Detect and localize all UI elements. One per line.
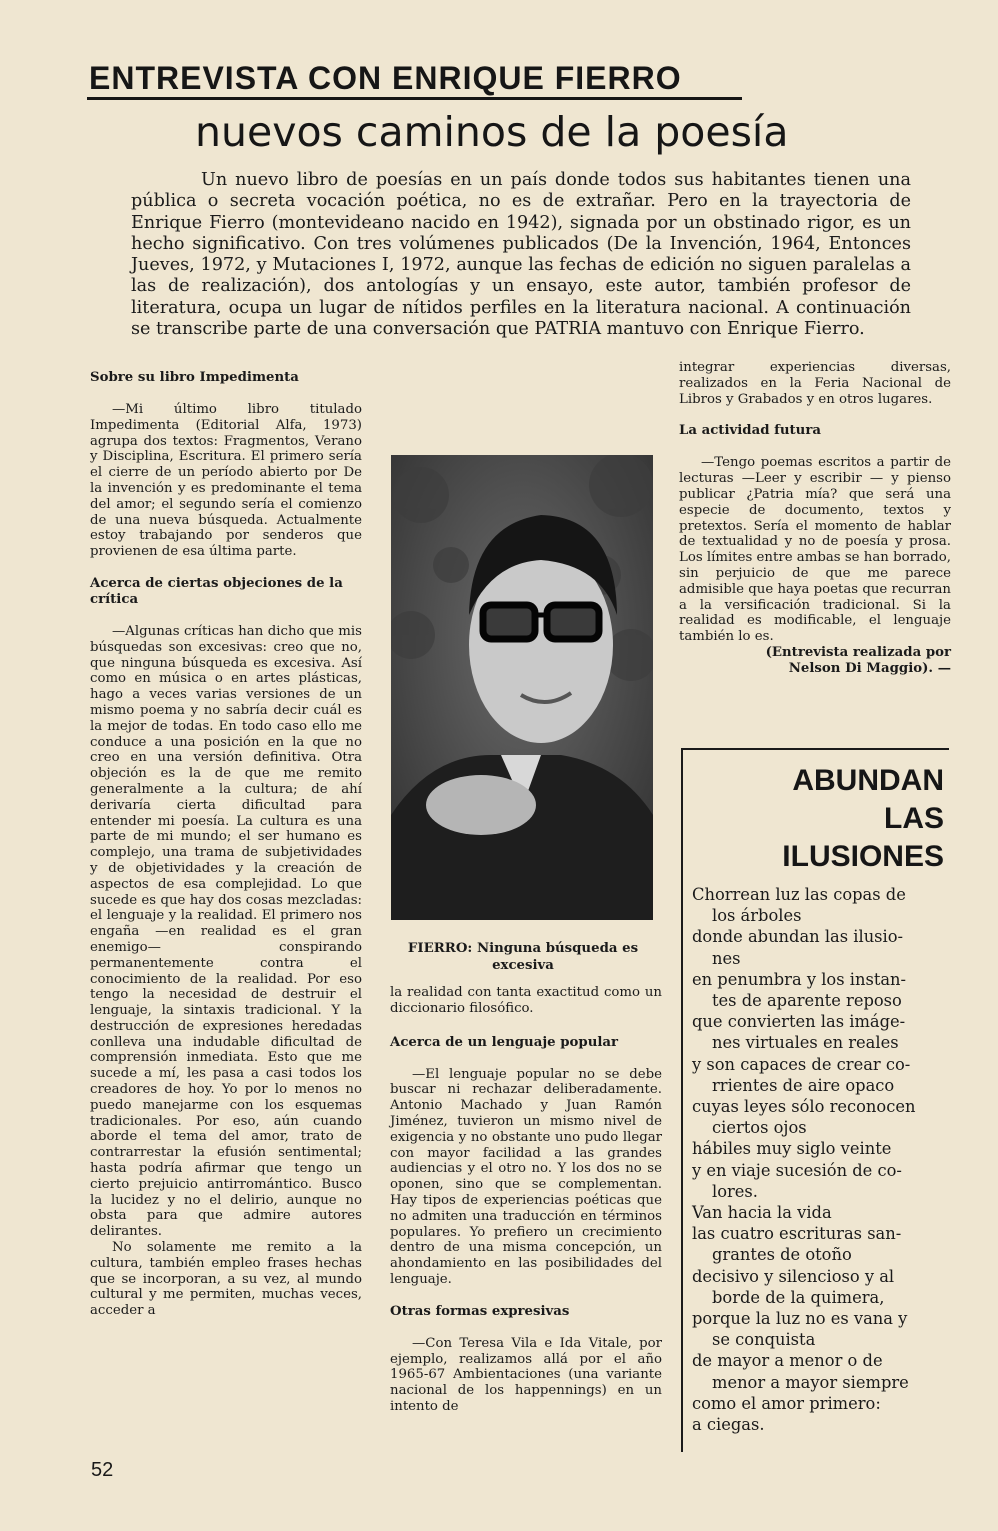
section-heading-otras: Otras formas expresivas xyxy=(390,1303,570,1319)
poem-title-line: LAS xyxy=(884,802,944,835)
column-right xyxy=(679,360,951,677)
section-text-otras: —Con Teresa Vila e Ida Vitale, por ejemplo, realizamos allá por el año 1965-67 Ambientaciones (una variante nacional de los happennings) en un intento de xyxy=(390,1335,662,1414)
poem-line: y son capaces de crear co- xyxy=(692,1054,911,1074)
interview-credit: (Entrevista realizada por Nelson Di Maggio). — xyxy=(765,644,951,676)
section-heading-futura: La actividad futura xyxy=(679,423,821,439)
poem-line: ciertos ojos xyxy=(712,1118,807,1138)
poem-line: los árboles xyxy=(712,906,802,926)
poem-line: nes virtuales en reales xyxy=(712,1033,899,1053)
photo-caption: FIERRO: Ninguna búsqueda es excesiva xyxy=(407,941,639,973)
poem-line: donde abundan las ilusio- xyxy=(692,927,904,947)
poem-line: Van hacia la vida xyxy=(692,1203,832,1223)
poem-line: decisivo y silencioso y al xyxy=(692,1266,895,1286)
headline: nuevos caminos de la poesía xyxy=(195,108,789,156)
poem-line: porque la luz no es vana y xyxy=(692,1309,908,1329)
poem-line: grantes de otoño xyxy=(712,1245,852,1265)
section-text-otras-continued: integrar experiencias diversas, realizados en la Feria Nacional de Libros y Grabados y en otros lugares. xyxy=(679,360,951,407)
kicker-rule xyxy=(87,97,742,100)
column-middle xyxy=(390,985,662,1415)
poem-line: Chorrean luz las copas de xyxy=(692,885,906,904)
poem-line: como el amor primero: xyxy=(692,1393,881,1413)
poem-line: que convierten las imáge- xyxy=(692,1012,906,1032)
section-text-critica-2: No solamente me remito a la cultura, también empleo frases hechas que se incorporan, a su vez, al mundo cultural y me permiten, muchas veces, acceder a xyxy=(90,1240,362,1319)
column-left xyxy=(90,370,362,1319)
section-text-futura: —Tengo poemas escritos a partir de lecturas —Leer y escribir — y pienso publicar ¿Patria mía? que será una especie de documento, textos y pretextos. Sería el momento de hablar de textualidad y no de poesía y prosa. Los límites entre ambas se han borrado, sin perjuicio de que me parece admisible que haya poetas que recurran a la versificación tradicional. Si la realidad es modificable, el lenguaje también lo es. xyxy=(679,455,951,645)
poem-line: nes xyxy=(712,948,741,968)
poem-line: lores. xyxy=(712,1181,758,1201)
kicker-title: ENTREVISTA CON ENRIQUE FIERRO xyxy=(89,60,682,96)
poem-title xyxy=(744,762,944,876)
intro-paragraph: Un nuevo libro de poesías en un país donde todos sus habitantes tienen una pública o secreta vocación poética, no es de extrañar. Pero en la trayectoria de Enrique Fierro (montevideano nacido en 1942), signada por un obstinado rigor, es un hecho significativo. Con tres volúmenes publicados (De la Invención, 1964, Entonces Jueves, 1972, y Mutaciones I, 1972, aunque las fechas de edición no siguen paralelas a las de realización), dos antologías y un ensayo, este autor, también profesor de literatura, ocupa un lugar de nítidos perfiles en la literatura nacional. A continuación se transcribe parte de una conversación que PATRIA mantuvo con Enrique Fierro. xyxy=(131,170,911,340)
section-text-libro: —Mi último libro titulado Impedimenta (Editorial Alfa, 1973) agrupa dos textos: Fragmentos, Verano y Disciplina, Escritura. El primero sería el cierre de un período abierto por De la invención y es predominante el tema del amor; el segundo sería el comienzo de una nueva búsqueda. Actualmente estoy trabajando por senderos que provienen de esa última parte. xyxy=(90,402,362,560)
poem-title-line: ILUSIONES xyxy=(782,840,944,873)
portrait-photo xyxy=(391,455,653,920)
section-heading-critica: Acerca de ciertas objeciones de la crítica xyxy=(90,575,343,607)
poem-line: rrientes de aire opaco xyxy=(712,1075,895,1095)
section-text-critica: —Algunas críticas han dicho que mis búsquedas son excesivas: creo que no, que ninguna búsqueda es excesiva. Así como en música o en artes plásticas, hago a veces varias versiones de un mismo poema y no sabría decir cuál es la mejor de todas. En todo caso ello me conduce a una posición en la que no creo en una versión definitiva. Otra objeción es la de que me remito generalmente a la cultura; de ahí derivaría cierta dificultad para entender mi poesía. La cultura es una parte de mi mundo; el ser humano es complejo, una trama de subjetividades y de objetividades y la creación de aspectos de esa complejidad. Lo que sucede es que hay dos cosas mezcladas: el lenguaje y la realidad. El primero nos engaña —en realidad es el gran enemigo— conspirando permanentemente contra el conocimiento de la realidad. Por eso tengo la necesidad de destruir el lenguaje, la sintaxis tradicional. Y la destrucción de expresiones heredadas conlleva una indudable dificultad de comprensión inmediata. Esto que me sucede a mí, les pasa a casi todos los creadores de hoy. Yo por lo menos no puedo manejarme con los esquemas tradicionales. Por eso, aún cuando aborde el tema del amor, trato de contrarrestar la efusión sentimental; hasta podría afirmar que tengo un cierto prejuicio antirromántico. Busco la lucidez y no el delirio, aunque no obsta para que admire autores delirantes. xyxy=(90,623,362,1240)
poem-line: hábiles muy siglo veinte xyxy=(692,1139,892,1159)
poem-line: se conquista xyxy=(712,1330,816,1350)
poem-line: de mayor a menor o de xyxy=(692,1351,883,1371)
poem-line: tes de aparente reposo xyxy=(712,991,902,1011)
portrait-illustration xyxy=(391,455,653,920)
section-text-lenguaje: —El lenguaje popular no se debe buscar ni rechazar deliberadamente. Antonio Machado y Juan Ramón Jiménez, tuvieron un mismo nivel de exigencia y no obstante uno pudo llegar con mayor facilidad a las grandes audiencias y el otro no. Y los dos no se oponen, sino que se complementan. Hay tipos de experiencias poéticas que no admiten una traducción en términos populares. Yo prefiero un crecimiento dentro de una misma concepción, un ahondamiento en las posibilidades del lenguaje. xyxy=(390,1066,662,1287)
poem-body xyxy=(692,884,947,1435)
poem-line: a ciegas. xyxy=(692,1415,765,1435)
section-heading-lenguaje: Acerca de un lenguaje popular xyxy=(390,1034,619,1050)
poem-line: y en viaje sucesión de co- xyxy=(692,1160,902,1180)
poem-line: borde de la quimera, xyxy=(712,1287,885,1307)
page-number: 52 xyxy=(91,1459,114,1481)
poem-line: menor a mayor siempre xyxy=(712,1372,909,1392)
poem-line: en penumbra y los instan- xyxy=(692,969,907,989)
poem-title-line: ABUNDAN xyxy=(792,764,944,797)
section-text-critica-continued: la realidad con tanta exactitud como un diccionario filosófico. xyxy=(390,985,662,1016)
poem-line: las cuatro escrituras san- xyxy=(692,1224,902,1244)
section-heading-libro: Sobre su libro Impedimenta xyxy=(90,370,299,385)
poem-line: cuyas leyes sólo reconocen xyxy=(692,1097,916,1117)
